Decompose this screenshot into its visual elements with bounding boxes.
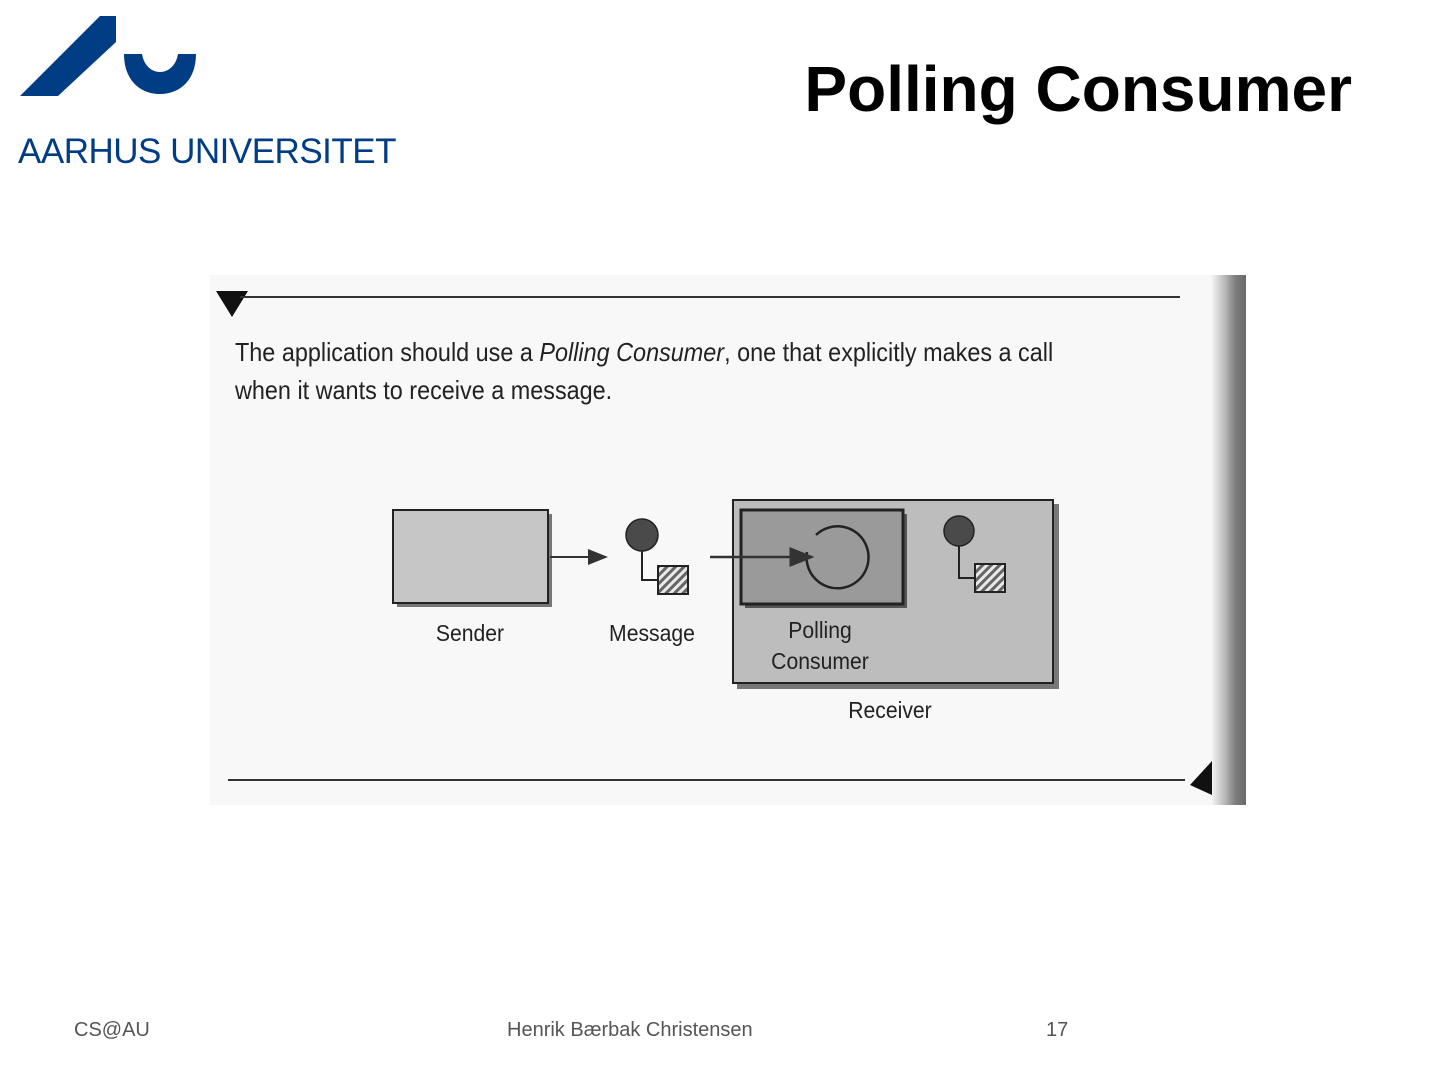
logo-wordmark: AARHUS UNIVERSITET [18, 132, 396, 171]
statement-line-2: when it wants to receive a message. [235, 375, 613, 405]
page-title: Polling Consumer [804, 53, 1352, 125]
pattern-statement [235, 333, 1081, 409]
consumer-label: Consumer [771, 648, 869, 674]
message-icon [626, 519, 688, 594]
university-logo [18, 14, 418, 174]
footer-left: CS@AU [74, 1019, 150, 1041]
sender-box [393, 510, 552, 607]
scanned-figure [210, 275, 1246, 805]
section-marker-icon [216, 291, 248, 317]
receiver-label: Receiver [848, 697, 932, 723]
polling-consumer-box [741, 510, 907, 608]
sender-label: Sender [435, 620, 505, 646]
statement-line-1: The application should use a Polling Consumer, one that explicitly makes a call [235, 337, 1054, 367]
polling-label: Polling [788, 617, 852, 643]
page-number: 17 [1046, 1019, 1069, 1041]
logo-mark-icon [18, 14, 418, 124]
footer-author: Henrik Bærbak Christensen [507, 1019, 753, 1041]
section-end-marker-icon [1190, 761, 1212, 795]
message-label: Message [609, 620, 695, 646]
